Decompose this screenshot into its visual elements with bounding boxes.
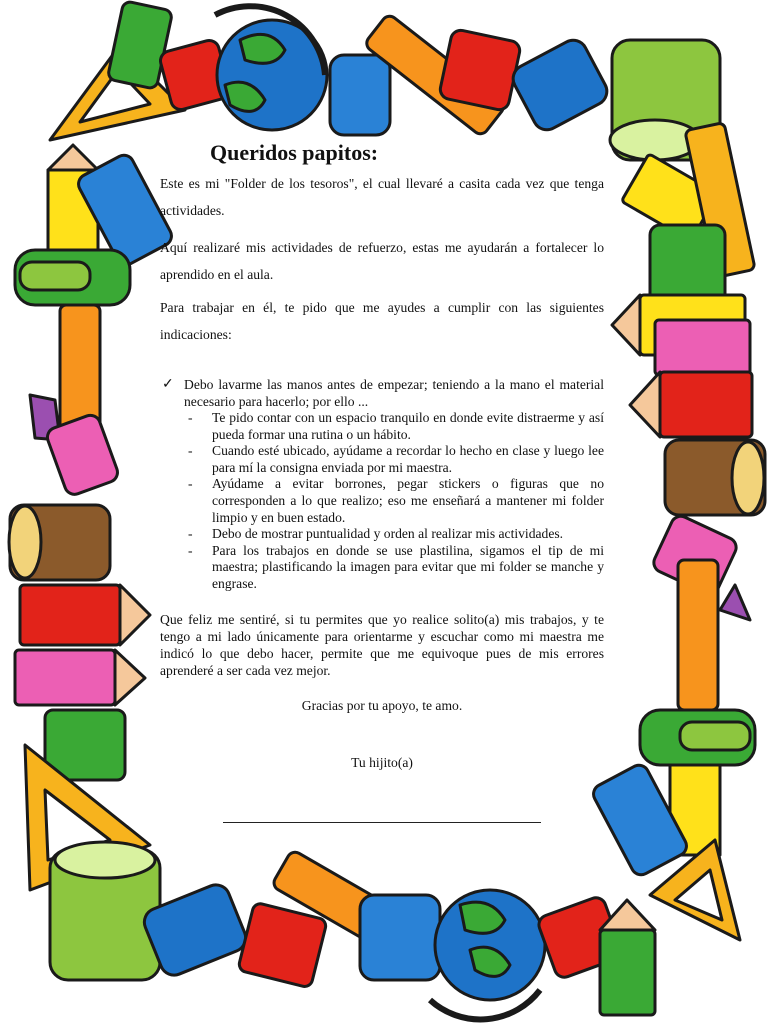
globe-icon [430,890,545,1019]
thanks-line: Gracias por tu apoyo, te amo. [301,697,463,713]
intro-paragraph-1: Este es mi "Folder de los tesoros", el cual llevaré a casita cada vez que tenga actividades. [160,176,604,218]
dash-bullet: - [188,526,193,542]
sub-item-text: Cuando esté ubicado, ayúdame a recordar lo hecho en clase y luego lee para mí la consigna enviada por mi maestra. [212,443,604,475]
sub-instructions-list [184,410,604,593]
globe-icon [215,6,327,130]
dash-bullet: - [188,542,193,558]
signature-label: Tu hijito(a) [351,754,413,770]
pencil-icon [15,650,145,705]
glue-stick-icon [640,710,755,765]
list-item [184,443,604,476]
dash-bullet: - [188,476,193,492]
list-item [184,526,604,543]
signature-line [223,821,541,823]
paint-jar-icon [360,895,440,980]
dash-bullet: - [188,443,193,459]
check-item-text: Debo lavarme las manos antes de empezar; teniendo a la mano el material necesario para hacerlo; por ello ... [184,377,604,409]
intro-paragraph-3: Para trabajar en él, te pido que me ayudes a cumplir con las siguientes indicaciones: [160,300,604,342]
dash-bullet: - [188,410,193,425]
paint-jar-icon [330,55,390,135]
closing-paragraph: Que feliz me sentiré, si tu permites que yo realice solito(a) mis trabajos, y te tengo a mi lado únicamente para orientarme y escuchar como mi maestra me indicó lo que debo hacer, permite que me equivoque pues de mis errores aprenderé a ser cada vez mejor. [160,611,604,678]
list-item [184,476,604,526]
sub-item-text: Para los trabajos en donde se use plastilina, sigamos el tip de mi maestra; plastificando la imagen para evitar que mi folder se manche y engrase. [212,542,604,591]
list-item [184,410,604,443]
list-item [184,543,604,593]
check-icon: ✓ [162,377,174,392]
sub-item-text: Debo de mostrar puntualidad y orden al realizar mis actividades. [212,526,564,542]
glue-stick-icon [15,250,130,305]
sub-item-text: Ayúdame a evitar borrones, pegar stickers o figuras que no corresponden a lo que realizo; eso me enseñará a mantener mi folder limpio y en buen estado. [212,476,604,525]
page-title: Queridos papitos: [210,140,379,165]
letter-body [160,140,604,823]
sub-item-text: Te pido contar con un espacio tranquilo en donde evite distraerme y así pueda formar una rutina o un hábito. [212,410,604,442]
pencil-icon [655,320,750,375]
paint-jar-icon [9,505,110,580]
intro-paragraph-2: Aquí realizaré mis actividades de refuerzo, estas me ayudarán a fortalecer lo aprendido en el aula. [160,240,604,282]
paint-jar-icon [50,842,160,980]
ruler-icon [678,560,718,710]
instructions-list [160,376,604,593]
list-item [160,376,604,593]
paint-jar-icon [665,440,765,515]
glue-stick-icon [650,225,725,305]
pencil-icon [630,372,752,437]
pencil-icon [20,585,150,645]
